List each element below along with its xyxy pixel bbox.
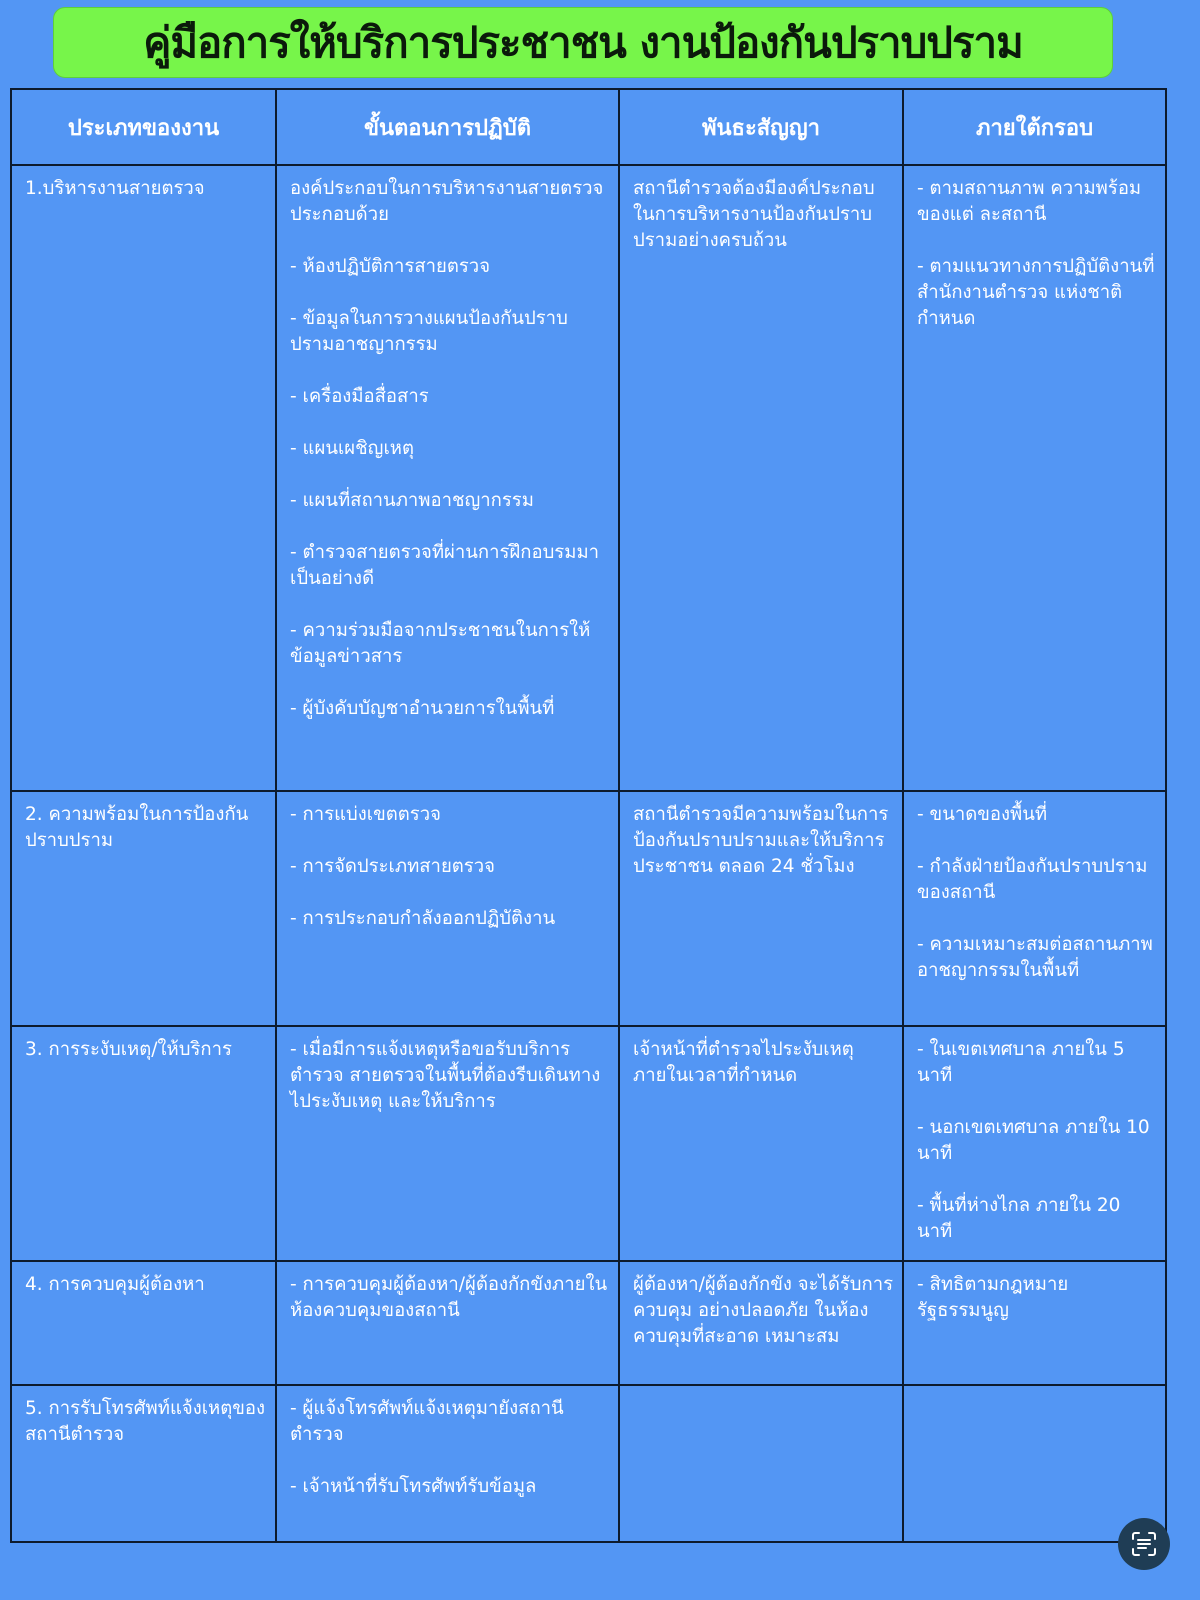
table-row xyxy=(11,165,1166,791)
cell-paragraph: - แผนที่สถานภาพอาชญากรรม xyxy=(290,490,534,511)
cell-work-type xyxy=(11,165,276,791)
cell-procedure xyxy=(276,1261,619,1385)
cell-work-type xyxy=(11,1261,276,1385)
cell-framework xyxy=(903,165,1166,791)
cell-paragraph: - ขนาดของพื้นที่ xyxy=(917,804,1048,825)
header-work-type: ประเภทของงาน xyxy=(11,89,276,165)
cell-work-type xyxy=(11,791,276,1026)
cell-paragraph: - ความร่วมมือจากประชาชนในการให้ข้อมูลข่าวสาร xyxy=(290,620,591,667)
cell-paragraph: - สิทธิตามกฎหมายรัฐธรรมนูญ xyxy=(917,1274,1069,1321)
table-row xyxy=(11,791,1166,1026)
table-row xyxy=(11,1026,1166,1261)
cell-paragraph: องค์ประกอบในการบริหารงานสายตรวจประกอบด้วย xyxy=(290,178,604,225)
cell-paragraph: - การควบคุมผู้ต้องหา/ผู้ต้องกักขังภายใน ห้องควบคุมของสถานี xyxy=(290,1274,608,1321)
title-banner xyxy=(53,7,1113,78)
cell-work-type xyxy=(11,1026,276,1261)
cell-paragraph: - การจัดประเภทสายตรวจ xyxy=(290,856,495,877)
cell-commitment xyxy=(619,791,903,1026)
header-commitment: พันธะสัญญา xyxy=(619,89,903,165)
cell-paragraph: 1.บริหารงานสายตรวจ xyxy=(25,178,205,199)
scan-text-icon xyxy=(1130,1530,1158,1558)
service-table xyxy=(10,88,1167,1543)
cell-paragraph: 4. การควบคุมผู้ต้องหา xyxy=(25,1274,205,1295)
cell-paragraph: - ตามสถานภาพ ความพร้อมของแต่ ละสถานี xyxy=(917,178,1142,225)
table-header-row xyxy=(11,89,1166,165)
cell-paragraph: 3. การระงับเหตุ/ให้บริการ xyxy=(25,1039,232,1060)
cell-framework xyxy=(903,791,1166,1026)
cell-paragraph: - นอกเขตเทศบาล ภายใน 10 นาที xyxy=(917,1117,1150,1164)
cell-paragraph: ผู้ต้องหา/ผู้ต้องกักขัง จะได้รับการควบคุม อย่างปลอดภัย ในห้องควบคุมที่สะอาด เหมาะสม xyxy=(633,1274,894,1347)
page-title: คู่มือการให้บริการประชาชน งานป้องกันปราบปราม xyxy=(143,17,1023,67)
cell-paragraph: - ผู้แจ้งโทรศัพท์แจ้งเหตุมายังสถานีตำรวจ xyxy=(290,1398,564,1445)
cell-procedure xyxy=(276,165,619,791)
cell-procedure xyxy=(276,791,619,1026)
header-framework: ภายใต้กรอบ xyxy=(903,89,1166,165)
scan-text-button[interactable] xyxy=(1118,1518,1170,1570)
cell-paragraph: สถานีตำรวจต้องมีองค์ประกอบในการบริหารงานป้องกันปราบปรามอย่างครบถ้วน xyxy=(633,178,875,251)
cell-paragraph: - เครื่องมือสื่อสาร xyxy=(290,386,429,407)
cell-paragraph: - กำลังฝ่ายป้องกันปราบปรามของสถานี xyxy=(917,856,1148,903)
cell-procedure xyxy=(276,1026,619,1261)
cell-commitment xyxy=(619,1026,903,1261)
cell-framework xyxy=(903,1261,1166,1385)
cell-paragraph: - แผนเผชิญเหตุ xyxy=(290,438,414,459)
cell-commitment xyxy=(619,165,903,791)
cell-paragraph: - เมื่อมีการแจ้งเหตุหรือขอรับบริการตำรวจ สายตรวจในพื้นที่ต้องรีบเดินทางไประงับเหตุ และให้บริการ xyxy=(290,1039,601,1112)
cell-paragraph: - ข้อมูลในการวางแผนป้องกันปราบปรามอาชญากรรม xyxy=(290,308,568,355)
cell-framework xyxy=(903,1385,1166,1542)
cell-paragraph: 5. การรับโทรศัพท์แจ้งเหตุของสถานีตำรวจ xyxy=(25,1398,266,1445)
cell-paragraph: เจ้าหน้าที่ตำรวจไประงับเหตุภายในเวลาที่กำหนด xyxy=(633,1039,854,1086)
cell-procedure xyxy=(276,1385,619,1542)
cell-paragraph: 2. ความพร้อมในการป้องกันปราบปราม xyxy=(25,804,249,851)
table-row xyxy=(11,1261,1166,1385)
header-procedure: ขั้นตอนการปฏิบัติ xyxy=(276,89,619,165)
cell-paragraph: - ในเขตเทศบาล ภายใน 5 นาที xyxy=(917,1039,1125,1086)
cell-framework xyxy=(903,1026,1166,1261)
cell-paragraph: - ตำรวจสายตรวจที่ผ่านการฝึกอบรมมาเป็นอย่างดี xyxy=(290,542,600,589)
cell-paragraph: - ความเหมาะสมต่อสถานภาพ อาชญากรรมในพื้นที่ xyxy=(917,934,1153,981)
cell-paragraph: - เจ้าหน้าที่รับโทรศัพท์รับข้อมูล xyxy=(290,1476,537,1497)
table-row xyxy=(11,1385,1166,1542)
cell-paragraph: - การประกอบกำลังออกปฏิบัติงาน xyxy=(290,908,556,929)
cell-paragraph: - การแบ่งเขตตรวจ xyxy=(290,804,441,825)
cell-commitment xyxy=(619,1385,903,1542)
cell-paragraph: สถานีตำรวจมีความพร้อมในการป้องกันปราบปรามและให้บริการประชาชน ตลอด 24 ชั่วโมง xyxy=(633,804,889,877)
cell-paragraph: - ผู้บังคับบัญชาอำนวยการในพื้นที่ xyxy=(290,698,555,719)
cell-paragraph: - พื้นที่ห่างไกล ภายใน 20 นาที xyxy=(917,1195,1121,1242)
cell-commitment xyxy=(619,1261,903,1385)
cell-paragraph: - ตามแนวทางการปฏิบัติงานที่ สำนักงานตำรวจ แห่งชาติกำหนด xyxy=(917,256,1155,329)
cell-work-type xyxy=(11,1385,276,1542)
cell-paragraph: - ห้องปฏิบัติการสายตรวจ xyxy=(290,256,491,277)
